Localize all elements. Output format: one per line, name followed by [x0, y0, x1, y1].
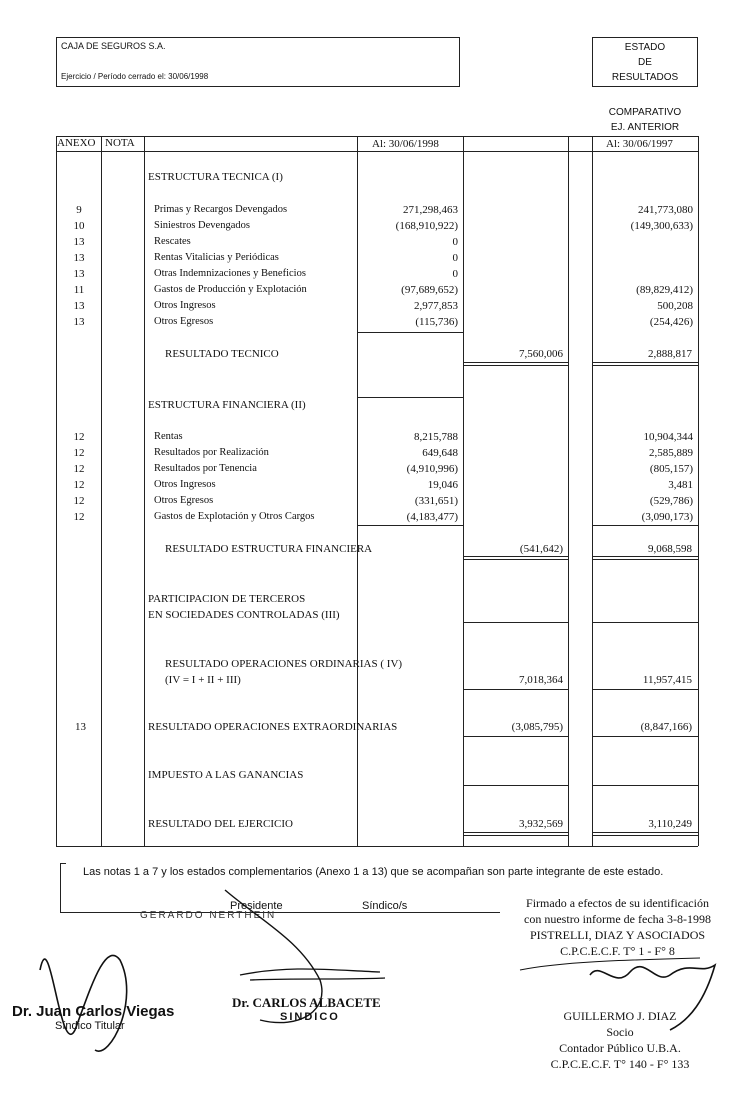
section-2-title: ESTRUCTURA FINANCIERA (II) — [148, 399, 306, 411]
statement-title-box — [592, 37, 698, 87]
extra-underline — [463, 736, 568, 737]
section-2-row-current: (4,183,477) — [406, 511, 458, 523]
section-1-row-anexo: 13 — [73, 236, 85, 248]
col-header-current: Al: 30/06/1998 — [372, 138, 439, 150]
table-border-right — [698, 136, 699, 846]
ordinarias-current: 7,018,364 — [519, 674, 563, 686]
company-header-box — [56, 37, 460, 87]
result-tecnico-label: RESULTADO TECNICO — [165, 348, 279, 360]
financiera-prev-underline-1 — [592, 556, 698, 557]
section-2-row-label: Resultados por Realización — [154, 447, 269, 458]
section-2-row-anexo: 12 — [73, 511, 85, 523]
result-financiera-label: RESULTADO ESTRUCTURA FINANCIERA — [165, 543, 373, 555]
firmado-block — [505, 895, 730, 959]
auditor-block — [530, 1008, 710, 1072]
table-bottom-border — [56, 846, 698, 847]
section-2-row-anexo: 12 — [73, 495, 85, 507]
section-2-row-label: Otros Ingresos — [154, 479, 216, 490]
footer-note: Las notas 1 a 7 y los estados complementarios (Anexo 1 a 13) que se acompañan son parte integrante de este estado. — [83, 866, 664, 878]
section-1-row-label: Rescates — [154, 236, 191, 247]
auditor-degree: Contador Público U.B.A. — [559, 1041, 681, 1055]
section-1-row-label: Gastos de Producción y Explotación — [154, 284, 307, 295]
sec2-subtotal-line — [357, 525, 463, 526]
sec1-subtotal-line — [357, 332, 463, 333]
section-1-row-anexo: 10 — [73, 220, 85, 232]
section-1-row-label: Otras Indemnizaciones y Beneficios — [154, 268, 306, 279]
section-1-row-label: Rentas Vitalicias y Periódicas — [154, 252, 279, 263]
extra-anexo: 13 — [75, 721, 86, 733]
section-1-row-anexo: 9 — [76, 204, 82, 216]
ejercicio-prev-underline-1 — [592, 832, 698, 833]
section-1-row-previous: (254,426) — [649, 316, 693, 328]
section-2-row-anexo: 12 — [73, 431, 85, 443]
col-header-previous: Al: 30/06/1997 — [606, 138, 673, 150]
section-1-row-label: Siniestros Devengados — [154, 220, 250, 231]
company-name: CAJA DE SEGUROS S.A. — [61, 41, 166, 51]
section-1-row-current: 2,977,853 — [414, 300, 458, 312]
firmado-line-2: con nuestro informe de fecha 3-8-1998 — [524, 912, 711, 926]
impuesto-label: IMPUESTO A LAS GANANCIAS — [148, 769, 304, 781]
tecnico-prev-underline-2 — [592, 365, 698, 366]
financiera-prev-underline-2 — [592, 559, 698, 560]
result-financiera-previous: 9,068,598 — [648, 543, 692, 555]
comparative-label — [592, 105, 698, 135]
note-bracket-top — [60, 863, 66, 864]
ordinarias-label-2: (IV = I + II + III) — [165, 674, 241, 686]
ejercicio-current: 3,932,569 — [519, 818, 563, 830]
financiera-underline-1 — [463, 556, 568, 557]
ordinarias-previous: 11,957,415 — [642, 674, 692, 686]
section-2-row-previous: 2,585,889 — [649, 447, 693, 459]
section-1-row-anexo: 13 — [73, 252, 85, 264]
section-2-row-previous: 10,904,344 — [643, 431, 693, 443]
extra-current: (3,085,795) — [511, 721, 563, 733]
section-2-row-previous: 3,481 — [668, 479, 693, 491]
section-1-row-current: 0 — [452, 236, 458, 248]
ejercicio-underline-2 — [463, 835, 568, 836]
tecnico-prev-underline-1 — [592, 362, 698, 363]
period-label: Ejercicio / Período cerrado el: 30/06/1998 — [61, 72, 209, 81]
section-1-row-anexo: 11 — [73, 284, 85, 296]
col-divider-anexo — [101, 136, 102, 846]
section-1-row-previous: (89,829,412) — [636, 284, 693, 296]
col-divider-subtotal — [568, 136, 569, 846]
ordinarias-underline — [463, 689, 568, 690]
signer1-name: Dr. Juan Carlos Viegas — [12, 1003, 175, 1020]
section-1-row-previous: 500,208 — [657, 300, 693, 312]
section-2-row-current: 19,046 — [427, 479, 458, 491]
table-border-left — [56, 136, 57, 846]
impuesto-prev-underline — [592, 785, 698, 786]
signer2-name: Dr. CARLOS ALBACETE — [232, 995, 381, 1010]
extra-prev-underline — [592, 736, 698, 737]
firmado-line-4: C.P.C.E.C.F. T° 1 - F° 8 — [560, 944, 675, 958]
comparative-line-1: COMPARATIVO — [608, 107, 682, 118]
section-1-row-current: (97,689,652) — [401, 284, 458, 296]
section-2-row-previous: (3,090,173) — [641, 511, 693, 523]
col-header-nota: NOTA — [105, 137, 135, 149]
ejercicio-prev-underline-2 — [592, 835, 698, 836]
statement-title-line-1: ESTADO — [624, 42, 666, 53]
section-1-row-previous: 241,773,080 — [638, 204, 693, 216]
section-2-row-current: (331,651) — [414, 495, 458, 507]
section-1-row-current: (168,910,922) — [395, 220, 458, 232]
col-divider-current — [463, 136, 464, 846]
signer2-title: SINDICO — [280, 1011, 340, 1023]
section-1-row-previous: (149,300,633) — [630, 220, 693, 232]
comparative-line-2: EJ. ANTERIOR — [610, 122, 680, 133]
ordinarias-label-1: RESULTADO OPERACIONES ORDINARIAS ( IV) — [165, 658, 403, 670]
header-row-border — [56, 151, 698, 152]
extra-previous: (8,847,166) — [640, 721, 692, 733]
ejercicio-underline-1 — [463, 832, 568, 833]
section-1-row-label: Primas y Recargos Devengados — [154, 204, 288, 215]
section-1-row-anexo: 13 — [73, 300, 85, 312]
extra-label: RESULTADO OPERACIONES EXTRAORDINARIAS — [148, 721, 398, 733]
section-2-row-anexo: 12 — [73, 479, 85, 491]
col-header-anexo: ANEXO — [57, 137, 96, 149]
section-2-row-current: (4,910,996) — [406, 463, 458, 475]
col-divider-gap — [592, 136, 593, 846]
impuesto-underline — [463, 785, 568, 786]
ejercicio-label: RESULTADO DEL EJERCICIO — [148, 818, 293, 830]
ejercicio-previous: 3,110,249 — [648, 818, 692, 830]
col-divider-nota — [144, 136, 145, 846]
result-tecnico-current: 7,560,006 — [519, 348, 563, 360]
sindicos-label: Síndico/s — [362, 900, 408, 912]
stamp-name: GERARDO NERTHEIN — [140, 910, 277, 921]
financiera-underline-2 — [463, 559, 568, 560]
auditor-registry: C.P.C.E.C.F. T° 140 - F° 133 — [550, 1057, 690, 1071]
section-2-row-previous: (529,786) — [649, 495, 693, 507]
firmado-line-1: Firmado a efectos de su identificación — [526, 896, 709, 910]
section-2-row-anexo: 12 — [73, 463, 85, 475]
section-1-row-label: Otros Egresos — [154, 316, 214, 327]
tecnico-underline-2 — [463, 365, 568, 366]
sec2-top-line — [357, 397, 463, 398]
participacion-label-1: PARTICIPACION DE TERCEROS — [148, 593, 306, 605]
section-2-row-label: Otros Egresos — [154, 495, 214, 506]
section-2-row-current: 8,215,788 — [414, 431, 458, 443]
section-2-row-previous: (805,157) — [649, 463, 693, 475]
presidente-label: Presidente — [230, 900, 283, 912]
section-1-row-anexo: 13 — [73, 268, 85, 280]
section-1-row-current: 0 — [452, 252, 458, 264]
section-1-row-current: 0 — [452, 268, 458, 280]
section-2-row-label: Rentas — [154, 431, 183, 442]
ordinarias-prev-underline — [592, 689, 698, 690]
auditor-name: GUILLERMO J. DIAZ — [563, 1009, 677, 1023]
section-1-row-current: (115,736) — [415, 316, 458, 328]
section-1-row-current: 271,298,463 — [403, 204, 458, 216]
result-financiera-current: (541,642) — [519, 543, 563, 555]
section-2-row-label: Gastos de Explotación y Otros Cargos — [154, 511, 315, 522]
participacion-prev-line — [592, 622, 698, 623]
result-tecnico-previous: 2,888,817 — [648, 348, 692, 360]
auditor-role: Socio — [606, 1025, 634, 1039]
section-1-title: ESTRUCTURA TECNICA (I) — [148, 171, 283, 183]
section-1-row-anexo: 13 — [73, 316, 85, 328]
statement-title-line-2: DE — [638, 57, 652, 68]
participacion-line — [463, 622, 568, 623]
table-top-border — [56, 136, 698, 137]
firmado-line-3: PISTRELLI, DIAZ Y ASOCIADOS — [529, 928, 706, 942]
participacion-label-2: EN SOCIEDADES CONTROLADAS (III) — [148, 609, 340, 621]
sec2-prev-subtotal-line — [592, 525, 698, 526]
section-2-row-label: Resultados por Tenencia — [154, 463, 257, 474]
section-2-row-anexo: 12 — [73, 447, 85, 459]
section-1-row-label: Otros Ingresos — [154, 300, 216, 311]
statement-title-line-3: RESULTADOS — [611, 72, 679, 83]
section-2-row-current: 649,648 — [422, 447, 458, 459]
signer1-title: Síndico Titular — [55, 1020, 125, 1032]
tecnico-underline-1 — [463, 362, 568, 363]
